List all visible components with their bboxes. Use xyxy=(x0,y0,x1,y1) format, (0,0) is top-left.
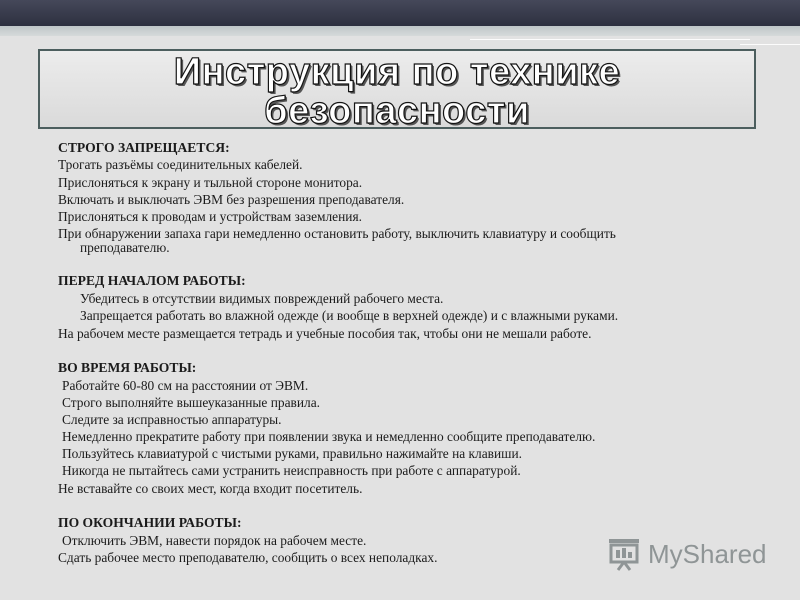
instruction-line: Строго выполняйте вышеуказанные правила. xyxy=(62,395,320,410)
section-heading-during-work: ВО ВРЕМЯ РАБОТЫ: xyxy=(58,360,197,375)
instruction-line: Работайте 60-80 см на расстоянии от ЭВМ. xyxy=(62,378,309,393)
instruction-line: преподавателю. xyxy=(80,240,170,255)
instruction-line: При обнаружении запаха гари немедленно остановить работу, выключить клавиатуру и сообщить xyxy=(58,226,616,241)
instruction-line: Включать и выключать ЭВМ без разрешения преподавателя. xyxy=(58,192,405,207)
instruction-line: Прислоняться к проводам и устройствам заземления. xyxy=(58,209,362,224)
instruction-line: Трогать разъёмы соединительных кабелей. xyxy=(58,157,303,172)
instruction-line: Пользуйтесь клавиатурой с чистыми руками, правильно нажимайте на клавиши. xyxy=(62,446,522,461)
instruction-line: Запрещается работать во влажной одежде (и вообще в верхней одежде) и с влажными руками. xyxy=(80,308,619,323)
myshared-watermark xyxy=(606,536,776,572)
decorative-line xyxy=(740,44,800,45)
instruction-line: Убедитесь в отсутствии видимых повреждений рабочего места. xyxy=(80,291,444,306)
top-accent-strip xyxy=(0,26,800,36)
instruction-line: На рабочем месте размещается тетрадь и учебные пособия так, чтобы они не мешали работе. xyxy=(58,326,592,341)
decorative-line xyxy=(470,39,750,40)
instruction-line: Не вставайте со своих мест, когда входит посетитель. xyxy=(58,481,363,496)
slide-title-line-2: безопасности xyxy=(264,90,530,132)
section-heading-before-work: ПЕРЕД НАЧАЛОМ РАБОТЫ: xyxy=(58,273,246,288)
slide-title xyxy=(40,53,754,130)
instruction-line: Сдать рабочее место преподавателю, сообщить о всех неполадках. xyxy=(58,550,438,565)
instruction-line: Немедленно прекратите работу при появлении звука и немедленно сообщите преподавателю. xyxy=(62,429,596,444)
slide-title-line-1: Инструкция по технике xyxy=(173,51,621,93)
presentation-board-icon xyxy=(606,536,646,572)
section-heading-prohibited: СТРОГО ЗАПРЕЩАЕТСЯ: xyxy=(58,140,230,155)
top-header-bar xyxy=(0,0,800,26)
section-heading-after-work: ПО ОКОНЧАНИИ РАБОТЫ: xyxy=(58,515,242,530)
instruction-line: Никогда не пытайтесь сами устранить неисправность при работе с аппаратурой. xyxy=(62,463,521,478)
watermark-text: MyShared xyxy=(648,539,767,569)
instruction-line: Отключить ЭВМ, навести порядок на рабочем месте. xyxy=(62,533,367,548)
instruction-line: Следите за исправностью аппаратуры. xyxy=(62,412,282,427)
slide-title-box xyxy=(38,49,756,132)
instruction-line: Прислоняться к экрану и тыльной стороне монитора. xyxy=(58,175,363,190)
